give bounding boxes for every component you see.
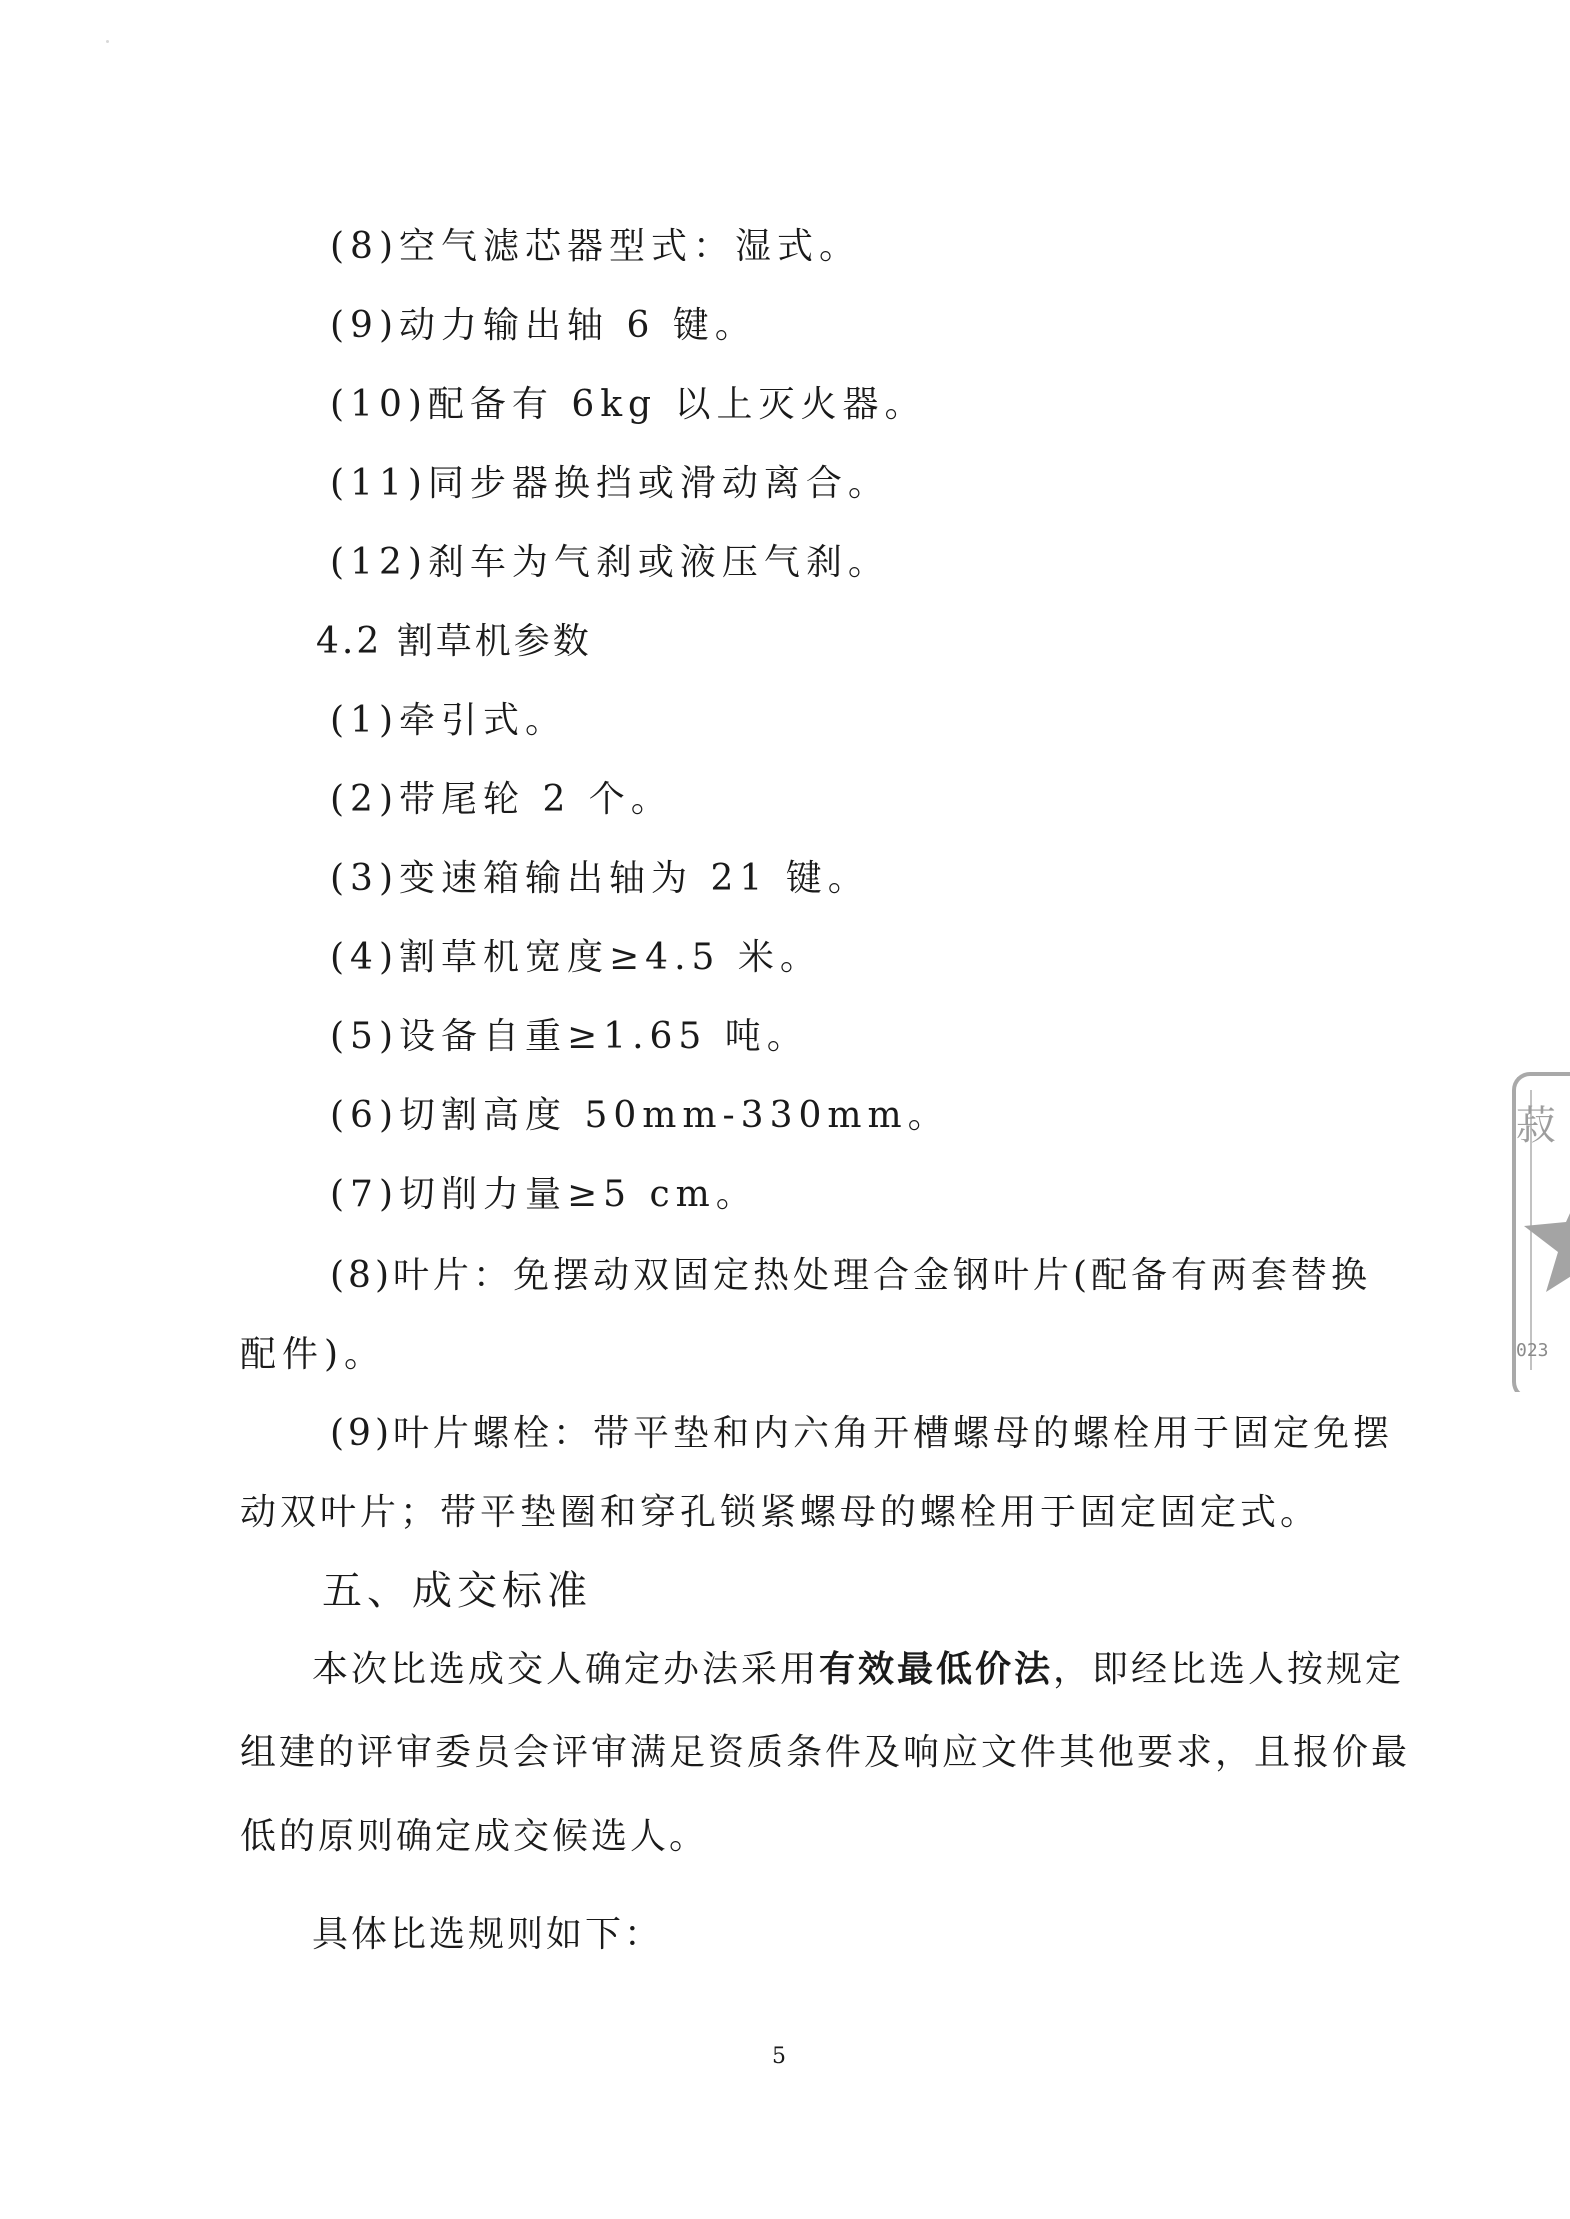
paragraph-text: ，即经比选人按规定 [1053,1649,1405,1690]
list-item: (10)配备有 6kg 以上灭火器。 [330,384,927,425]
list-item: (3)变速箱输出轴为 21 键。 [330,858,870,899]
seal-digits: 023 [1516,1340,1549,1361]
list-item-continuation: 动双叶片；带平垫圈和穿孔锁紧螺母的螺栓用于固定固定式。 [240,1492,1321,1533]
scan-speck [106,40,109,43]
section-title: 五、成交标准 [322,1568,592,1614]
paragraph-text: 本次比选成交人确定办法采用 [312,1649,820,1690]
list-item: (9)叶片螺栓：带平垫和内六角开槽螺母的螺栓用于固定免摆 [330,1413,1393,1454]
seal-stamp [1512,1072,1570,1392]
star-icon [1514,1182,1570,1292]
list-item: (11)同步器换挡或滑动离合。 [330,463,890,504]
paragraph-line: 具体比选规则如下： [312,1914,664,1955]
subheading: 4.2 割草机参数 [316,621,592,662]
list-item: (8)叶片：免摆动双固定热处理合金钢叶片(配备有两套替换 [330,1255,1372,1296]
list-item: (6)切割高度 50mm-330mm。 [330,1095,950,1136]
list-item: (2)带尾轮 2 个。 [330,779,673,820]
list-item: (8)空气滤芯器型式：湿式。 [330,226,861,267]
paragraph-line [312,1646,1404,1693]
paragraph-line: 组建的评审委员会评审满足资质条件及响应文件其他要求，且报价最 [240,1732,1411,1773]
list-item: (4)割草机宽度≥4.5 米。 [330,937,822,978]
list-item: (5)设备自重≥1.65 吨。 [330,1016,809,1057]
list-item: (1)牵引式。 [330,700,567,741]
list-item: (12)刹车为气刹或液压气刹。 [330,542,890,583]
seal-glyph: 菽 [1516,1103,1556,1149]
list-item-continuation: 配件)。 [240,1334,387,1375]
list-item: (9)动力输出轴 6 键。 [330,305,757,346]
emphasis-text: 有效最低价法 [819,1648,1054,1690]
page-number: 5 [772,2044,786,2069]
paragraph-line: 低的原则确定成交候选人。 [240,1816,709,1857]
list-item: (7)切削力量≥5 cm。 [330,1174,758,1215]
